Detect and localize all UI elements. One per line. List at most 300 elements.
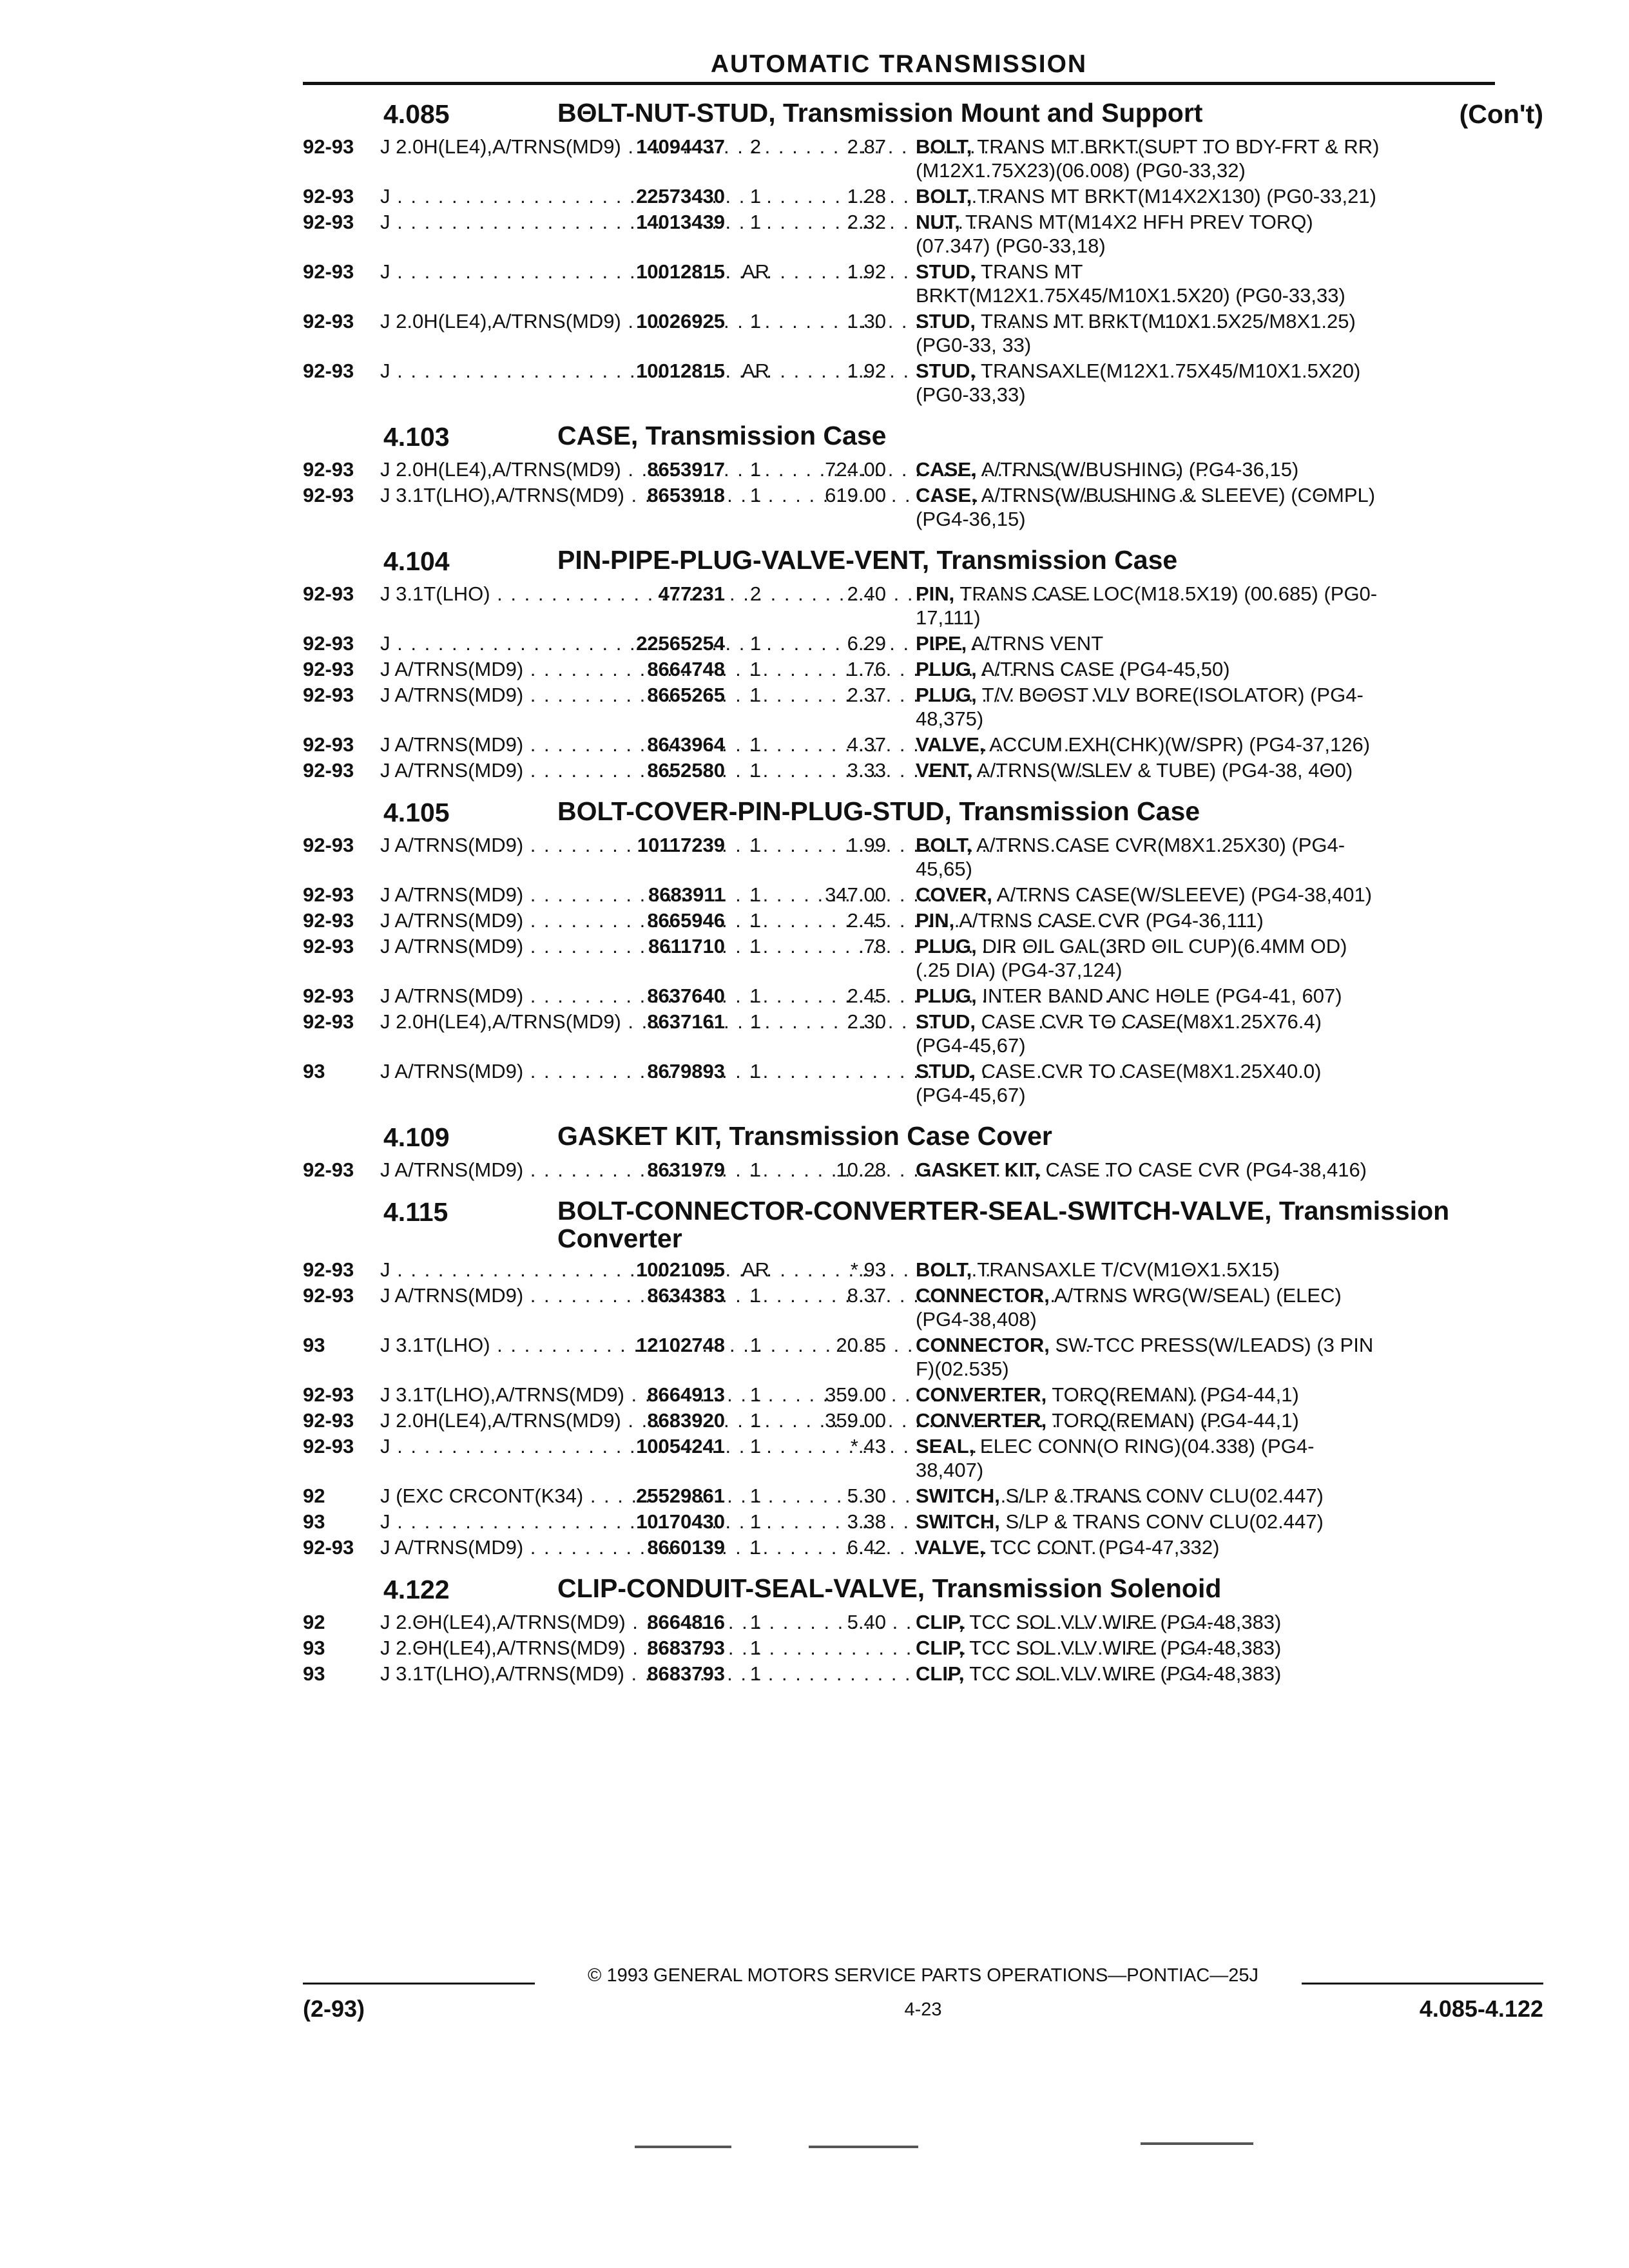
description-text: CASE TO CASE CVR (PG4-38,416) (1039, 1158, 1367, 1181)
description-text: A/TRNS CASE CVR(M8X1.25X30) (PG4-45,65) (916, 834, 1345, 880)
price: 347.00 (825, 883, 886, 906)
page-header: AUTOMATIC TRANSMISSION (710, 50, 1088, 78)
price: 2.32 (847, 211, 886, 233)
description-name: PIN, (916, 582, 955, 605)
application: J A/TRNS(MD9) . . . (380, 657, 599, 681)
description-name: STUD, (916, 310, 976, 332)
part-number: 8637640 (647, 985, 725, 1007)
price: 1.92 (847, 360, 886, 382)
quantity: 1 (749, 733, 762, 756)
application: J A/TRNS(MD9) . . . (380, 733, 599, 756)
description-name: PIPE, (916, 632, 967, 655)
price: 20.85 (836, 1334, 886, 1357)
model-year: 92-93 (303, 658, 354, 680)
part-number: 22573430 (636, 185, 725, 207)
part-number: 8683793 (647, 1637, 725, 1660)
section-continued: (Con't) (1459, 99, 1543, 129)
description-text: TRANS MT BRKT(M14X2X130) (PG0-33,21) (972, 185, 1376, 207)
model-year: 92-93 (303, 360, 354, 382)
part-row (303, 1059, 1543, 1107)
description-text: TRANS MT(M14X2 HFH PREV TORQ) (07.347) (PG0-33,18) (916, 211, 1313, 257)
section-number: 4.115 (383, 1197, 448, 1227)
part-number: 8665946 (647, 909, 725, 932)
model-year: 92-93 (303, 1435, 354, 1458)
description-text: ACCUM EXH(CHK)(W/SPR) (PG4-37,126) (985, 733, 1371, 756)
part-row (303, 683, 1543, 731)
part-number: 10170430 (636, 1510, 725, 1533)
model-year: 93 (303, 1510, 325, 1533)
description-text: TORQ(REMAN) (PG4-44,1) (1046, 1383, 1299, 1407)
quantity: 1 (749, 1662, 762, 1686)
description-name: CLIP, (916, 1662, 965, 1686)
quantity: 1 (749, 1510, 762, 1533)
model-year: 92 (303, 1611, 325, 1634)
part-row (303, 1333, 1543, 1381)
description-name: CLIP, (916, 1611, 965, 1634)
section-number: 4.085 (383, 99, 450, 129)
model-year: 92-93 (303, 135, 354, 158)
price: 724.00 (825, 458, 886, 481)
application: J 2.0H(LE4),A/TRNS(MD9) . . . (380, 457, 599, 481)
model-year: 92-93 (303, 1536, 354, 1559)
part-row (303, 1383, 1543, 1407)
description-text: TCC SOL VLV WIRE (PG4-48,383) (964, 1662, 1282, 1686)
application: J 2.0H(LE4),A/TRNS(MD9) . . . (380, 1010, 599, 1033)
description-name: SEAL, (916, 1435, 975, 1458)
model-year: 92-93 (303, 260, 354, 283)
application: J 3.1T(LHO) . . . (380, 582, 599, 606)
section-number: 4.109 (383, 1122, 450, 1152)
price: 5.40 (847, 1611, 886, 1634)
description-name: CONVERTER, (916, 1383, 1047, 1407)
model-year: 92-93 (303, 759, 354, 782)
part-number: 8679893 (647, 1060, 725, 1082)
description-text: A/TRNS(W/BUSHING) (PG4-36,15) (976, 458, 1299, 481)
price: 10.28 (836, 1158, 886, 1181)
application: J . . . (380, 1434, 599, 1458)
part-number: 10012815 (636, 260, 725, 283)
model-year: 92-93 (303, 1010, 354, 1033)
description-text: DIR ΘIL GAL(3RD ΘIL CUP)(6.4MM OD)(.25 DIA) (PG4-37,124) (916, 935, 1347, 981)
part-row (303, 631, 1543, 655)
description-text: TRANS MT BRKT(M10X1.5X25/M8X1.25) (PG0-33, 33) (916, 310, 1356, 356)
price: 2.30 (847, 1010, 886, 1033)
part-number: 8653917 (647, 458, 725, 481)
section-name: CLIP-CONDUIT-SEAL-VALVE, Transmission Solenoid (557, 1573, 1222, 1604)
quantity: AR (741, 360, 770, 382)
quantity: 1 (749, 1383, 762, 1407)
quantity: 1 (749, 310, 762, 332)
description-text: TORQ(REMAN) (PG4-44,1) (1046, 1409, 1299, 1432)
part-row (303, 1510, 1543, 1533)
quantity: 1 (749, 1536, 762, 1559)
description-name: STUD, (916, 1060, 976, 1082)
part-row (303, 1484, 1543, 1508)
description-text: TRANSAXLE T/CV(M1ΘX1.5X15) (972, 1258, 1280, 1282)
application: J A/TRNS(MD9) . . . (380, 683, 599, 707)
price: 3.33 (847, 759, 886, 782)
application: J 2.ΘH(LE4),A/TRNS(MD9) . . . (380, 1610, 599, 1634)
application: J 3.1T(LHO),A/TRNS(MD9) . . . (380, 1662, 599, 1686)
section-number: 4.104 (383, 546, 450, 576)
price: 2.45 (847, 985, 886, 1007)
quantity: 1 (749, 1637, 762, 1660)
description-text: ELEC CONN(O RING)(04.338) (PG4-38,407) (916, 1435, 1315, 1482)
description-text: A/TRNS WRG(W/SEAL) (ELEC) (PG4-38,408) (916, 1284, 1342, 1331)
part-row (303, 1408, 1543, 1432)
part-row (303, 833, 1543, 881)
application: J 2.0H(LE4),A/TRNS(MD9) . . . (380, 309, 599, 333)
application: J A/TRNS(MD9) . . . (380, 883, 599, 907)
quantity: 1 (749, 883, 762, 906)
application: J . . . (380, 260, 599, 284)
application: J A/TRNS(MD9) . . . (380, 1158, 599, 1182)
section-title (303, 1197, 1543, 1253)
part-row (303, 309, 1543, 357)
description-text: TRANS MT BRKT(SUPT TO BDY-FRT & RR)(M12X1.75X23)(06.008) (PG0-33,32) (916, 135, 1380, 182)
part-row (303, 359, 1543, 407)
model-year: 92-93 (303, 935, 354, 957)
description-name: NUT, (916, 211, 960, 233)
part-row (303, 1636, 1543, 1660)
description-name: PLUG, (916, 935, 977, 957)
description-name: COVER, (916, 883, 992, 906)
part-number: 8634383 (647, 1284, 725, 1307)
part-row (303, 657, 1543, 681)
model-year: 92-93 (303, 883, 354, 906)
scan-mark (809, 2146, 918, 2148)
part-number: 8643964 (647, 733, 725, 756)
application: J 2.ΘH(LE4),A/TRNS(MD9) . . . (380, 1636, 599, 1660)
part-number: 14013439 (636, 211, 725, 233)
part-number: 8660139 (647, 1536, 725, 1559)
section-number: 4.122 (383, 1575, 450, 1605)
application: J 3.1T(LHO),A/TRNS(MD9) . . . (380, 1383, 599, 1407)
quantity: 1 (749, 935, 762, 957)
quantity: 1 (749, 1010, 762, 1033)
description-text: S/LP & TRANS CONV CLU(02.447) (999, 1510, 1324, 1533)
description-name: BOLT, (916, 834, 972, 856)
quantity: 1 (749, 658, 762, 680)
application: J 3.1T(LHO),A/TRNS(MD9) . . . (380, 483, 599, 507)
description-text: TRANSAXLE(M12X1.75X45/M10X1.5X20) (PG0-33,33) (916, 360, 1361, 406)
application: J . . . (380, 210, 599, 234)
application: J 2.0H(LE4),A/TRNS(MD9) . . . (380, 135, 599, 159)
part-row (303, 908, 1543, 932)
part-number: 8664816 (647, 1611, 725, 1634)
price: 6.42 (847, 1536, 886, 1559)
application: J . . . (380, 359, 599, 383)
description-name: CONVERTER, (916, 1409, 1047, 1432)
part-number: 8611710 (648, 935, 725, 957)
description-text: TRANS CASE LOC(M18.5X19) (00.685) (PG0-17,111) (916, 582, 1378, 629)
part-row (303, 1434, 1543, 1482)
section-title (303, 546, 1543, 577)
part-row (303, 1010, 1543, 1057)
part-number: 10026925 (636, 310, 725, 332)
description-name: PIN, (916, 909, 955, 932)
description-name: SWITCH, (916, 1510, 1000, 1533)
quantity: 1 (749, 211, 762, 233)
description-text: A/TRNS(W/SLEV & TUBE) (PG4-38, 4Θ0) (972, 759, 1353, 782)
application: J (EXC CRCONT(K34) . . . (380, 1484, 599, 1508)
footer-page-number: 4-23 (904, 1999, 942, 2020)
description-name: GASKET KIT, (916, 1158, 1040, 1181)
section-title (303, 1575, 1543, 1605)
price: 1.92 (847, 260, 886, 283)
part-row (303, 135, 1543, 182)
section-name: BΘLT-NUT-STUD, Transmission Mount and Support (557, 98, 1203, 128)
model-year: 93 (303, 1060, 325, 1082)
part-number: 14094437 (636, 135, 725, 158)
section-name: CASE, Transmission Case (557, 421, 887, 450)
application: J A/TRNS(MD9) . . . (380, 984, 599, 1008)
price: *.43 (850, 1435, 886, 1458)
application: J . . . (380, 1258, 599, 1282)
price: 5.30 (847, 1485, 886, 1508)
part-number: 8653918 (647, 484, 725, 506)
quantity: 1 (749, 909, 762, 932)
price: 2.87 (847, 135, 886, 158)
part-number: 8665265 (647, 684, 725, 706)
model-year: 92-93 (303, 733, 354, 756)
model-year: 92-93 (303, 1409, 354, 1432)
price: 359.00 (825, 1409, 886, 1432)
part-row (303, 733, 1543, 756)
section-name: BOLT-CONNECTOR-CONVERTER-SEAL-SWITCH-VALVE, Transmission Converter (557, 1196, 1450, 1254)
application: J . . . (380, 631, 599, 655)
application: J A/TRNS(MD9) . . . (380, 934, 599, 958)
model-year: 92-93 (303, 582, 354, 605)
description-name: VENT, (916, 759, 972, 782)
quantity: 1 (749, 1409, 762, 1432)
part-number: 8683911 (648, 883, 725, 906)
section-number: 4.103 (383, 422, 450, 452)
part-row (303, 883, 1543, 907)
model-year: 92-93 (303, 909, 354, 932)
model-year: 92-93 (303, 985, 354, 1007)
part-row (303, 758, 1543, 782)
part-number: 10021095 (636, 1258, 725, 1282)
section-name: GASKET KIT, Transmission Case Cover (557, 1121, 1052, 1151)
quantity: 1 (749, 759, 762, 782)
part-row (303, 210, 1543, 258)
model-year: 92 (303, 1485, 325, 1508)
scan-mark (1141, 2142, 1253, 2145)
part-number: 10117239 (637, 834, 725, 856)
description-name: CASE, (916, 458, 977, 481)
part-number: 22565254 (636, 632, 725, 655)
part-row (303, 260, 1543, 307)
description-text: INTER BAND ANC HΘLE (PG4-41, 607) (976, 985, 1342, 1007)
quantity: 1 (749, 1334, 762, 1357)
model-year: 93 (303, 1334, 325, 1357)
price: *.93 (850, 1258, 886, 1282)
part-number: 8683793 (647, 1662, 725, 1686)
price: 4.37 (847, 733, 886, 756)
part-row (303, 1535, 1543, 1559)
quantity: 2 (749, 582, 762, 605)
description-name: VALVE, (916, 733, 985, 756)
quantity: 1 (749, 632, 762, 655)
description-text: CASE CVR TΘ CASE(M8X1.25X76.4) (PG4-45,67) (916, 1010, 1322, 1057)
application: J A/TRNS(MD9) . . . (380, 1059, 599, 1083)
description-text: T/V BΘΘST VLV BORE(ISOLATOR) (PG4-48,375) (916, 684, 1364, 730)
model-year: 92-93 (303, 1158, 354, 1181)
part-row (303, 1158, 1543, 1182)
application: J A/TRNS(MD9) . . . (380, 1535, 599, 1559)
price: 8.37 (847, 1284, 886, 1307)
model-year: 92-93 (303, 1284, 354, 1307)
description-text: TRANS MT BRKT(M12X1.75X45/M10X1.5X20) (PG0-33,33) (916, 260, 1345, 307)
part-row (303, 934, 1543, 982)
description-text: A/TRNS VENT (967, 632, 1104, 655)
part-number: 477231 (658, 582, 725, 605)
model-year: 92-93 (303, 185, 354, 207)
model-year: 92-93 (303, 632, 354, 655)
description-text: CASE CVR TO CASE(M8X1.25X40.0) (PG4-45,67) (916, 1060, 1322, 1106)
quantity: 1 (749, 1284, 762, 1307)
part-row (303, 984, 1543, 1008)
description-text: SW-TCC PRESS(W/LEADS) (3 PIN F)(02.535) (916, 1334, 1374, 1381)
section-name: BOLT-COVER-PIN-PLUG-STUD, Transmission Case (557, 796, 1200, 826)
description-text: TCC SOL VLV WIRE (PG4-48,383) (964, 1611, 1282, 1634)
section-name: PIN-PIPE-PLUG-VALVE-VENT, Transmission Case (557, 545, 1178, 575)
price: 3.38 (847, 1510, 886, 1533)
price: 6.29 (847, 632, 886, 655)
model-year: 92-93 (303, 211, 354, 233)
price: .78 (858, 935, 886, 957)
application: J A/TRNS(MD9) . . . (380, 908, 599, 932)
quantity: 1 (749, 1158, 762, 1181)
model-year: 92-93 (303, 1258, 354, 1282)
description-name: CONNECTOR, (916, 1284, 1050, 1307)
quantity: 1 (749, 1485, 762, 1508)
application: J 2.0H(LE4),A/TRNS(MD9) . . . (380, 1408, 599, 1432)
footer-copyright: © 1993 GENERAL MOTORS SERVICE PARTS OPERATIONS—PONTIAC—25J (588, 1965, 1258, 1986)
part-number: 8664913 (647, 1383, 725, 1407)
model-year: 92-93 (303, 458, 354, 481)
part-number: 25529861 (636, 1485, 725, 1508)
footer-date: (2-93) (303, 1995, 365, 2022)
description-name: CASE, (916, 484, 977, 506)
application: J A/TRNS(MD9) . . . (380, 1283, 599, 1307)
quantity: 1 (749, 985, 762, 1007)
part-row (303, 457, 1543, 481)
part-number: 8631979 (647, 1158, 725, 1181)
description-text: A/TRNS CASE(W/SLEEVE) (PG4-38,401) (992, 883, 1373, 906)
application: J A/TRNS(MD9) . . . (380, 758, 599, 782)
model-year: 92-93 (303, 1383, 354, 1407)
model-year: 92-93 (303, 484, 354, 506)
model-year: 92-93 (303, 310, 354, 332)
application: J . . . (380, 1510, 599, 1533)
description-text: A/TRNS CASE (PG4-45,50) (976, 658, 1230, 680)
price: 1.99 (847, 834, 886, 856)
description-name: BOLT, (916, 135, 972, 158)
part-number: 8652580 (647, 759, 725, 782)
model-year: 93 (303, 1637, 325, 1660)
section-title (303, 422, 1543, 452)
model-year: 92-93 (303, 684, 354, 706)
price: 359.00 (825, 1383, 886, 1407)
model-year: 92-93 (303, 834, 354, 856)
part-number: 8637161 (647, 1010, 725, 1033)
part-row (303, 184, 1543, 208)
quantity: 1 (749, 834, 762, 856)
application: J . . . (380, 184, 599, 208)
description-name: PLUG, (916, 684, 977, 706)
description-name: PLUG, (916, 985, 977, 1007)
section-title (303, 1122, 1543, 1153)
part-row (303, 483, 1543, 531)
quantity: 1 (749, 684, 762, 706)
quantity: 1 (749, 484, 762, 506)
part-row (303, 1662, 1543, 1686)
description-name: VALVE, (916, 1536, 985, 1559)
description-text: A/TRNS CASE CVR (PG4-36,111) (954, 909, 1264, 932)
description-name: BOLT, (916, 1258, 972, 1282)
quantity: 1 (749, 1611, 762, 1634)
quantity: 1 (749, 1435, 762, 1458)
quantity: AR (741, 260, 770, 283)
description-name: PLUG, (916, 658, 977, 680)
description-text: A/TRNS(W/BUSHING & SLEEVE) (CΘMPL) (PG4-36,15) (916, 484, 1376, 530)
header-rule (303, 82, 1495, 85)
part-number: 10054241 (636, 1435, 725, 1458)
part-number: 10012815 (636, 360, 725, 382)
quantity: AR (741, 1258, 770, 1282)
part-row (303, 1610, 1543, 1634)
price: 1.76 (847, 658, 886, 680)
price: 2.37 (847, 684, 886, 706)
price: 1.30 (847, 310, 886, 332)
description-name: BOLT, (916, 185, 972, 207)
description-text: TCC SOL VLV WIRE (PG4-48,383) (964, 1637, 1282, 1660)
part-number: 8683920 (647, 1409, 725, 1432)
description-name: CONNECTOR, (916, 1334, 1050, 1357)
price: 2.40 (847, 582, 886, 605)
description-name: CLIP, (916, 1637, 965, 1660)
quantity: 1 (749, 458, 762, 481)
description-name: STUD, (916, 260, 976, 283)
description-name: STUD, (916, 1010, 976, 1033)
price: 2.45 (847, 909, 886, 932)
section-title (303, 798, 1543, 828)
model-year: 93 (303, 1662, 325, 1686)
part-row (303, 1258, 1543, 1282)
description-name: STUD, (916, 360, 976, 382)
section-title (303, 99, 1543, 130)
part-number: 8664748 (647, 658, 725, 680)
scan-mark (635, 2146, 731, 2148)
section-number: 4.105 (383, 798, 450, 827)
part-number: 12102748 (636, 1334, 725, 1357)
part-row (303, 1283, 1543, 1331)
quantity: 1 (749, 185, 762, 207)
part-row (303, 582, 1543, 629)
quantity: 2 (749, 135, 762, 158)
price: 619.00 (825, 484, 886, 506)
price: 1.28 (847, 185, 886, 207)
application: J 3.1T(LHO) . . . (380, 1333, 599, 1357)
quantity: 1 (749, 1060, 762, 1082)
description-text: S/LP & TRANS CONV CLU(02.447) (999, 1485, 1324, 1508)
application: J A/TRNS(MD9) . . . (380, 833, 599, 857)
description-text: TCC CONT (PG4-47,332) (985, 1536, 1220, 1559)
parts-catalog (303, 95, 1543, 1687)
description-name: SWITCH, (916, 1485, 1000, 1508)
